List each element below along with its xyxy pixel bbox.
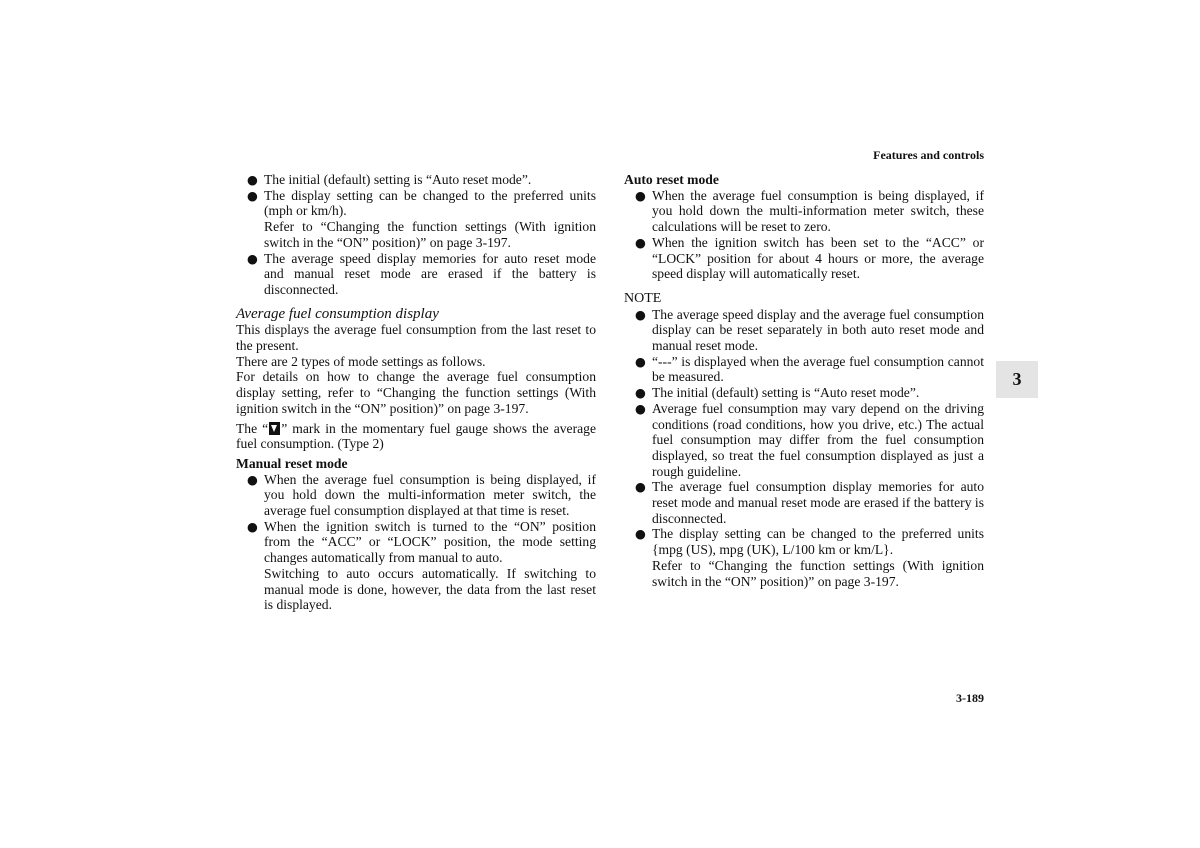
manual-reset-heading: Manual reset mode <box>236 455 348 471</box>
manual-bullet-list <box>236 472 596 613</box>
list-item: ● When the average fuel consumption is being displayed, if you hold down the multi-information meter switch, these calculations will be reset to zero. <box>624 188 984 235</box>
section-title: Average fuel consumption display <box>236 305 439 322</box>
paragraph: For details on how to change the average fuel consumption display setting, refer to “Changing the function settings (With ignition switch in the “ON” position)” on page 3-197. <box>236 369 596 416</box>
note-label: NOTE <box>624 290 662 306</box>
section-header: Features and controls <box>873 148 984 162</box>
note-bullet-list <box>624 307 984 590</box>
auto-reset-heading: Auto reset mode <box>624 172 719 187</box>
chapter-tab: 3 <box>996 361 1038 398</box>
list-item: ● “---” is displayed when the average fuel consumption cannot be measured. <box>624 354 984 385</box>
cross-reference: Refer to “Changing the function settings (With ignition switch in the “ON” position)” on page 3-197. <box>652 557 984 589</box>
list-item <box>624 526 984 589</box>
list-item-extra: Switching to auto occurs automatically. If switching to manual mode is done, however, the data from the last reset is displayed. <box>264 565 596 613</box>
right-column <box>624 172 984 589</box>
list-item: ● The initial (default) setting is “Auto reset mode”. <box>624 385 984 401</box>
page-number: 3-189 <box>956 691 984 705</box>
list-item <box>236 188 596 251</box>
list-item: ● The average speed display and the average fuel consumption display can be reset separately in both auto reset mode and manual reset mode. <box>624 307 984 354</box>
paragraph: This displays the average fuel consumption from the last reset to the present. <box>236 322 596 354</box>
mark-text-before: The “ <box>236 420 269 436</box>
paragraph: There are 2 types of mode settings as follows. <box>236 353 486 369</box>
list-item: ● The initial (default) setting is “Auto reset mode”. <box>236 172 596 188</box>
list-item: ● Average fuel consumption may vary depend on the driving conditions (road conditions, how you drive, etc.) The actual fuel consumption may differ from the fuel consumption displayed, so treat the fuel consumption displayed as just a rough guideline. <box>624 401 984 480</box>
list-item: ● The average fuel consumption display memories for auto reset mode and manual reset mode are erased if the battery is disconnected. <box>624 479 984 526</box>
list-item <box>236 519 596 613</box>
list-item-text: The display setting can be changed to the preferred units (mph or km/h). <box>264 187 596 219</box>
mark-text-after: ” mark in the momentary fuel gauge shows the average fuel consumption. (Type 2) <box>236 420 596 452</box>
list-item: ● The average speed display memories for auto reset mode and manual reset mode are erased if the battery is disconnected. <box>236 251 596 298</box>
auto-bullet-list <box>624 188 984 282</box>
list-item-text: When the ignition switch is turned to the “ON” position from the “ACC” or “LOCK” position, the mode setting changes automatically from manual to auto. <box>264 518 596 566</box>
list-item: ● When the ignition switch has been set to the “ACC” or “LOCK” position for about 4 hours or more, the average speed display will automatically reset. <box>624 235 984 282</box>
left-column <box>236 172 596 613</box>
list-item-text: The display setting can be changed to the preferred units {mpg (US), mpg (UK), L/100 km or km/L}. <box>652 526 984 558</box>
list-item: ● When the average fuel consumption is being displayed, if you hold down the multi-information meter switch, the average fuel consumption displayed at that time is reset. <box>236 472 596 519</box>
cross-reference: Refer to “Changing the function settings (With ignition switch in the “ON” position)” on page 3-197. <box>264 219 596 250</box>
mark-paragraph <box>236 421 596 452</box>
average-fuel-mark-icon <box>269 422 280 435</box>
intro-bullet-list <box>236 172 596 298</box>
